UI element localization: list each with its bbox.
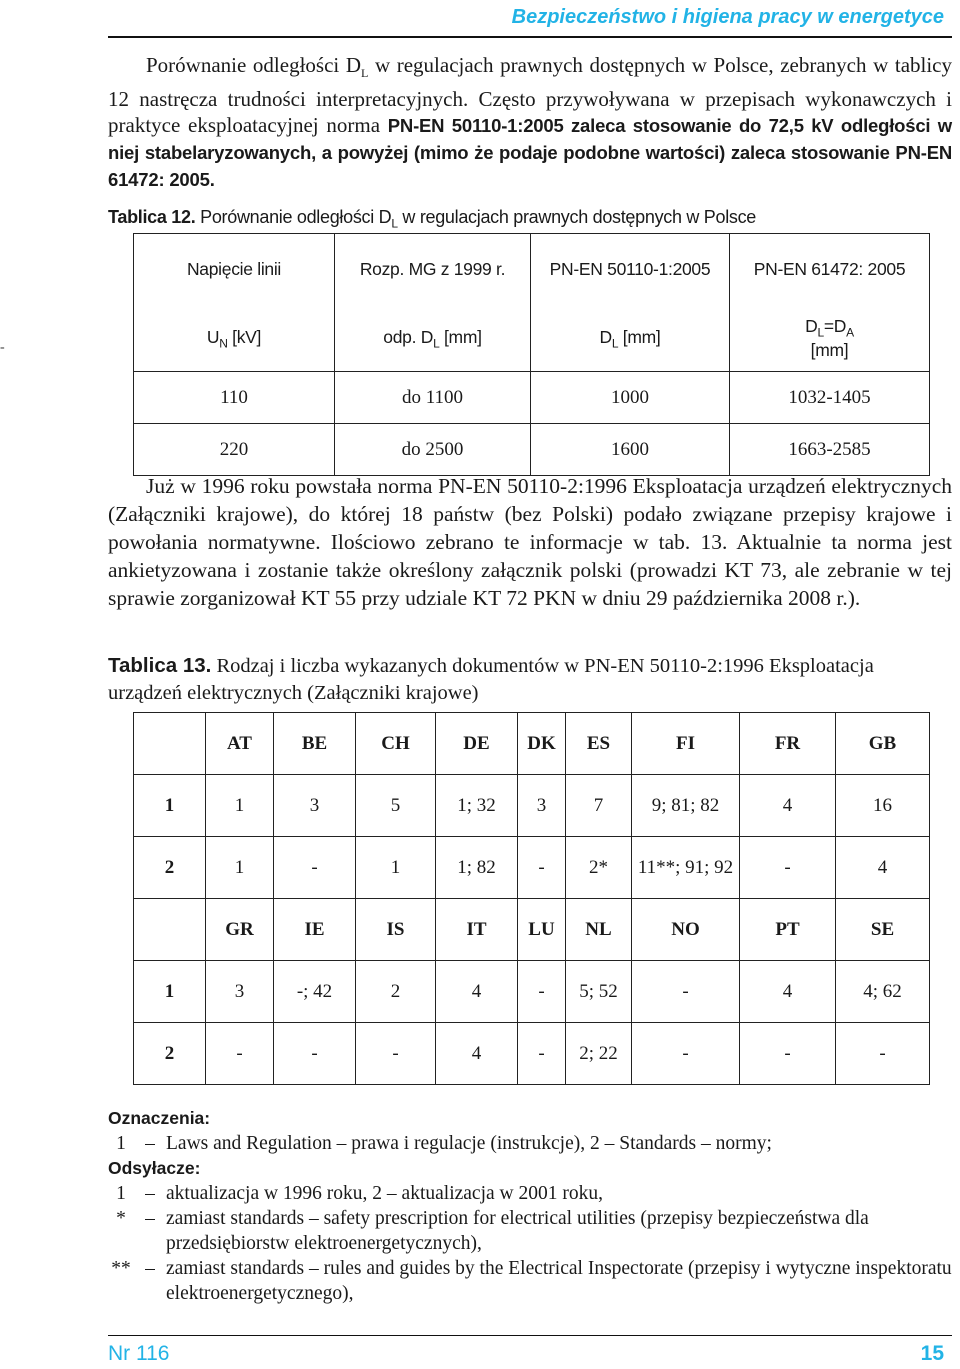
table-cell: 1663-2585: [730, 424, 930, 476]
table12-header-cell: Rozp. MG z 1999 r.: [335, 234, 531, 306]
row-label-cell: 2: [134, 837, 206, 899]
unit-symbol: U: [206, 326, 220, 347]
table-cell: -: [206, 1023, 274, 1085]
table12-unit-row: [134, 306, 930, 372]
page-header: [108, 2, 952, 38]
table13-country-row: [134, 713, 930, 775]
table-cell: 3: [274, 775, 356, 837]
note-key: 1: [116, 1133, 126, 1154]
country-header-cell: IT: [436, 899, 518, 961]
note-dash: –: [145, 1208, 155, 1229]
note-dash: –: [145, 1183, 155, 1204]
table-row: [134, 775, 930, 837]
table12-unit-cell: [730, 306, 930, 372]
table-cell: do 2500: [335, 424, 531, 476]
table13-country-row: [134, 899, 930, 961]
country-header-cell: BE: [274, 713, 356, 775]
table-cell: 11**; 91; 92: [632, 837, 740, 899]
table12-label: Tablica 12.: [108, 207, 196, 227]
table12-header-cell: Napięcie linii: [134, 234, 335, 306]
table12-caption-sub: L: [391, 216, 398, 231]
table-cell: 1: [356, 837, 436, 899]
country-header-cell: IS: [356, 899, 436, 961]
para1-text-a: Porównanie odległości D: [146, 53, 362, 77]
note-text: Laws and Regulation – prawa i regulacje (instrukcje), 2 – Standards – normy;: [166, 1133, 772, 1154]
table-cell: -: [274, 837, 356, 899]
table-cell: 110: [134, 372, 335, 424]
note-item: [108, 1181, 952, 1206]
paragraph-2: [108, 472, 952, 612]
margin-mark: -: [0, 340, 5, 355]
table-cell: 7: [566, 775, 632, 837]
unit-text: [mm]: [618, 326, 661, 347]
country-header-cell: DE: [436, 713, 518, 775]
para1-subscript: L: [361, 66, 369, 81]
table12-header-cell: PN-EN 61472: 2005: [730, 234, 930, 306]
note-dash: –: [145, 1133, 155, 1154]
designations-list: [108, 1131, 952, 1156]
unit-text: [mm]: [810, 339, 849, 360]
table12-unit-cell: [335, 306, 531, 372]
row-label-cell: 1: [134, 775, 206, 837]
country-header-cell: DK: [518, 713, 566, 775]
table-13: [133, 712, 930, 1085]
table-cell: -; 42: [274, 961, 356, 1023]
country-header-cell: NL: [566, 899, 632, 961]
unit-symbol: odp. D: [383, 326, 434, 347]
table-cell: -: [518, 1023, 566, 1085]
table-cell: 4: [436, 961, 518, 1023]
note-item: [108, 1256, 952, 1306]
table-cell: -: [740, 1023, 836, 1085]
table-cell: 1; 82: [436, 837, 518, 899]
unit-subscript: L: [433, 336, 440, 350]
notes-title-references: Odsyłacze:: [108, 1158, 201, 1178]
table-cell: 16: [836, 775, 930, 837]
table-cell: 4; 62: [836, 961, 930, 1023]
table-cell: 4: [740, 961, 836, 1023]
unit-symbol: D: [599, 326, 612, 347]
table-cell: 5: [356, 775, 436, 837]
row-label-cell: 1: [134, 961, 206, 1023]
page-footer: [108, 1335, 952, 1369]
notes-section: [108, 1106, 952, 1306]
table13-label: Tablica 13.: [108, 654, 212, 677]
table-cell: 1: [206, 775, 274, 837]
table12-caption-b: w regulacjach prawnych dostępnych w Polsce: [397, 207, 757, 227]
unit-text: [kV]: [227, 326, 262, 347]
note-text: aktualizacja w 1996 roku, 2 – aktualizacja w 2001 roku,: [166, 1183, 603, 1204]
table-cell: 1: [206, 837, 274, 899]
table13-caption-text: Rodzaj i liczba wykazanych dokumentów w PN-EN 50110-2:1996 Eksploatacja urządzeń elektrycznych (Załączniki krajowe): [108, 655, 874, 704]
table-row: [134, 1023, 930, 1085]
table-cell: -: [274, 1023, 356, 1085]
country-header-cell: FI: [632, 713, 740, 775]
note-item: [108, 1131, 952, 1156]
country-header-cell: LU: [518, 899, 566, 961]
country-header-cell: SE: [836, 899, 930, 961]
table-cell: 1600: [531, 424, 730, 476]
table13-body: [134, 713, 930, 1085]
para2-text: Już w 1996 roku powstała norma PN-EN 50110-2:1996 Eksploatacja urządzeń elektrycznych (Załączniki krajowe), do której 18 państw (bez Polski) podało związane przepisy krajowe i powołania normatywne. Ilościowo zebrano te informacje w tab. 13. Aktualnie ta norma jest ankietyzowana i zostanie także określony załącznik polski (prowadzi KT 73, ale zebranie w tej sprawie zorganizował KT 55 przy udziale KT 72 PKN w dniu 29 października 2008 r.).: [108, 474, 952, 610]
table-cell: 1032-1405: [730, 372, 930, 424]
table12-caption: [108, 205, 952, 236]
unit-subscript: A: [846, 325, 854, 340]
table-row: [134, 424, 930, 476]
table-cell: 9; 81; 82: [632, 775, 740, 837]
country-header-cell: GB: [836, 713, 930, 775]
table-row: [134, 961, 930, 1023]
unit-subscript: L: [817, 325, 824, 340]
table-cell: 2; 22: [566, 1023, 632, 1085]
paragraph-1: [108, 52, 952, 193]
unit-symbol: =D: [823, 316, 847, 336]
table-cell: 2: [356, 961, 436, 1023]
table-cell: -: [356, 1023, 436, 1085]
notes-title-designations: Oznaczenia:: [108, 1108, 211, 1128]
table-cell: 1000: [531, 372, 730, 424]
table12-unit-cell: [134, 306, 335, 372]
table-cell: 220: [134, 424, 335, 476]
table-12: [133, 233, 930, 476]
para1-text-b: w regulacjach prawnych dostępnych w Polsce, zebranych w tablicy 12 nastręcza trudności interpretacyjnych. Często przywoływana w przepisach wykonawczych i praktyce eksploatacyjnej norma: [108, 53, 953, 138]
page-number: 15: [920, 1342, 944, 1365]
references-list: [108, 1181, 952, 1306]
table-cell: 4: [836, 837, 930, 899]
table-cell: 4: [740, 775, 836, 837]
table12-header-row: [134, 234, 930, 306]
note-dash: –: [145, 1258, 155, 1279]
country-header-cell: ES: [566, 713, 632, 775]
table-cell: 3: [206, 961, 274, 1023]
unit-subscript: L: [611, 336, 619, 350]
note-item: [108, 1206, 952, 1256]
table-cell: -: [740, 837, 836, 899]
note-text: zamiast standards – rules and guides by the Electrical Inspectorate (przepisy i wytyczne inspektoratu elektroenergetycznego),: [166, 1258, 952, 1304]
table13-corner-cell: [134, 713, 206, 775]
table-cell: 4: [436, 1023, 518, 1085]
table12-caption-a: Porównanie odległości D: [195, 207, 392, 227]
table-cell: 2*: [566, 837, 632, 899]
unit-text: [mm]: [439, 326, 482, 347]
issue-number: Nr 116: [108, 1342, 170, 1365]
table-cell: -: [632, 961, 740, 1023]
note-text: zamiast standards – safety prescription for electrical utilities (przepisy bezpieczeństwa dla przedsiębiorstw elektroenergetycznych),: [166, 1208, 869, 1254]
table-cell: -: [836, 1023, 930, 1085]
country-header-cell: PT: [740, 899, 836, 961]
header-title: Bezpieczeństwo i higiena pracy w energetyce: [511, 6, 944, 28]
country-header-cell: NO: [632, 899, 740, 961]
table-cell: -: [518, 961, 566, 1023]
country-header-cell: CH: [356, 713, 436, 775]
country-header-cell: AT: [206, 713, 274, 775]
country-header-cell: FR: [740, 713, 836, 775]
table13-corner-cell: [134, 899, 206, 961]
table-cell: -: [632, 1023, 740, 1085]
table13-caption: [108, 652, 952, 707]
note-key: 1: [116, 1183, 126, 1204]
note-key: *: [116, 1208, 126, 1229]
table-row: [134, 837, 930, 899]
note-key: **: [111, 1258, 131, 1279]
country-header-cell: GR: [206, 899, 274, 961]
table-cell: 5; 52: [566, 961, 632, 1023]
table12-header-cell: PN-EN 50110-1:2005: [531, 234, 730, 306]
country-header-cell: IE: [274, 899, 356, 961]
table-cell: do 1100: [335, 372, 531, 424]
table-row: [134, 372, 930, 424]
table-cell: 1; 32: [436, 775, 518, 837]
table-cell: -: [518, 837, 566, 899]
table12-unit-cell: [531, 306, 730, 372]
para1-bold-text: PN-EN 50110-1:2005 zaleca stosowanie do 72,5 kV odległości w niej stabelaryzowanych, a powyżej (mimo że podaje podobne wartości) zaleca stosowanie PN-EN 61472: 2005.: [108, 115, 952, 191]
unit-symbol: D: [805, 316, 818, 336]
table-cell: 3: [518, 775, 566, 837]
row-label-cell: 2: [134, 1023, 206, 1085]
unit-subscript: N: [219, 336, 228, 350]
